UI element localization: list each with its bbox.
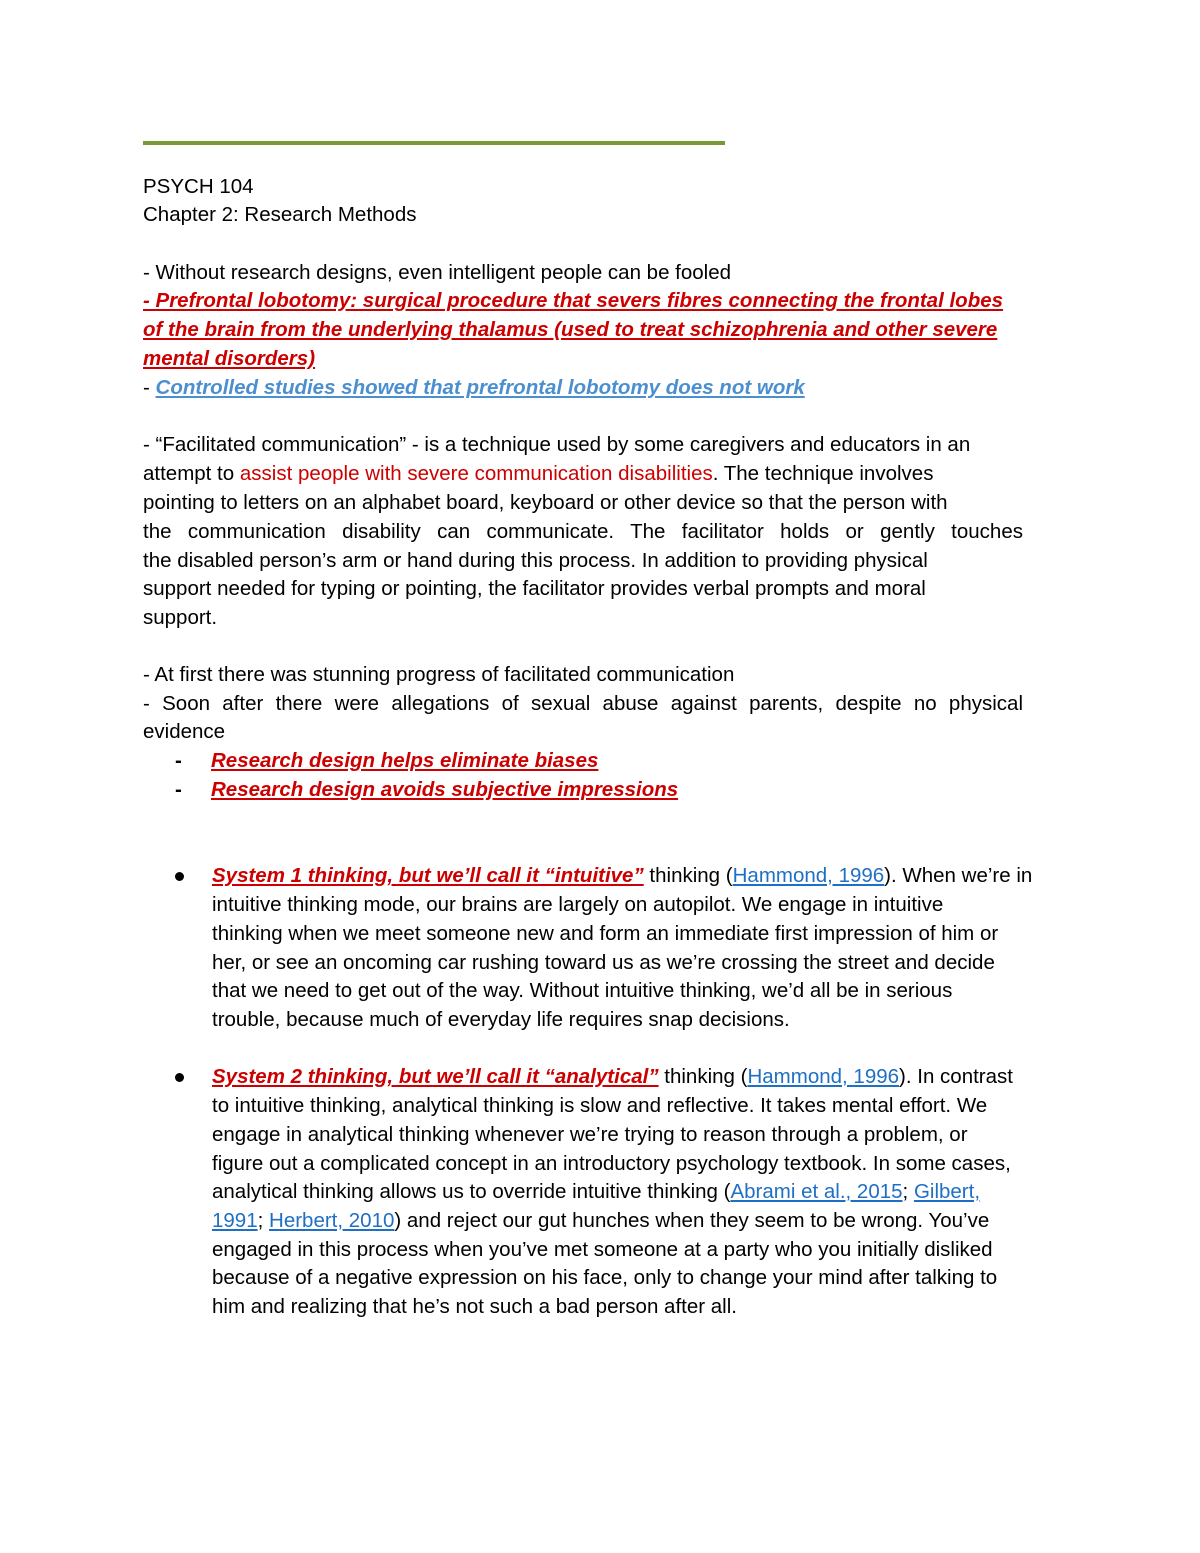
list-item: [175, 775, 678, 804]
facilitated-line-7: support.: [143, 606, 218, 629]
system2-line-9: him and realizing that he’s not such a bad person after all.: [212, 1295, 737, 1318]
system2-line-6: [212, 1206, 989, 1235]
bullet-icon: [171, 1062, 189, 1091]
facilitated-l2-red: assist people with severe communication disabilities: [239, 462, 713, 485]
bullet-icon: [171, 861, 189, 890]
citation-link-herbert[interactable]: Herbert, 2010: [269, 1209, 395, 1232]
system1-line-1: [212, 861, 1032, 890]
dash-marker: -: [175, 749, 182, 772]
system2-line-7: engaged in this process when you’ve met someone at a party who you initially disliked: [212, 1238, 993, 1261]
facilitated-line-6: support needed for typing or pointing, the facilitator provides verbal prompts and moral: [143, 577, 926, 600]
system1-line-2: intuitive thinking mode, our brains are largely on autopilot. We engage in intuitive: [212, 893, 944, 916]
controlled-dash: -: [143, 376, 156, 399]
system2-l6-post: ) and reject our gut hunches when they seem to be wrong. You’ve: [394, 1209, 990, 1232]
progress-line-3: evidence: [143, 720, 226, 743]
system1-line-3: thinking when we meet someone new and form an immediate first impression of him or: [212, 922, 999, 945]
facilitated-line-1: - “Facilitated communication” - is a technique used by some caregivers and educators in an: [143, 433, 971, 456]
citation-separator: ;: [902, 1180, 914, 1203]
list-item: [175, 746, 598, 775]
system1-l1-post: ). When we’re in: [884, 864, 1033, 887]
system2-line-5: [212, 1177, 980, 1206]
system2-line-3: engage in analytical thinking whenever we’re trying to reason through a problem, or: [212, 1123, 968, 1146]
progress-line-2: - Soon after there were allegations of sexual abuse against parents, despite no physical: [143, 692, 1023, 715]
facilitated-l2-post: . The technique involves: [712, 462, 934, 485]
facilitated-line-2: [143, 459, 933, 488]
lobotomy-line-2: of the brain from the underlying thalamus (used to treat schizophrenia and other severe: [143, 318, 998, 341]
dash-marker: -: [175, 778, 182, 801]
citation-link[interactable]: Hammond, 1996: [732, 864, 885, 887]
system1-l1-mid: thinking (: [643, 864, 733, 887]
controlled-line: [143, 373, 805, 402]
system2-l5-pre: analytical thinking allows us to override intuitive thinking (: [212, 1180, 731, 1203]
system2-l1-post: ). In contrast: [899, 1065, 1013, 1088]
facilitated-line-3: pointing to letters on an alphabet board, keyboard or other device so that the person with: [143, 491, 948, 514]
intro-line: - Without research designs, even intelligent people can be fooled: [143, 261, 732, 284]
system1-line-4: her, or see an oncoming car rushing toward us as we’re crossing the street and decide: [212, 951, 995, 974]
facilitated-line-5: the disabled person’s arm or hand during this process. In addition to providing physical: [143, 549, 928, 572]
system2-line-8: because of a negative expression on his face, only to change your mind after talking to: [212, 1266, 998, 1289]
facilitated-line-4: the communication disability can communicate. The facilitator holds or gently touches: [143, 520, 1023, 543]
citation-link-abrami[interactable]: Abrami et al., 2015: [730, 1180, 903, 1203]
progress-line-1: - At first there was stunning progress of facilitated communication: [143, 663, 735, 686]
lobotomy-line-3: mental disorders): [143, 347, 316, 370]
system1-title: System 1 thinking, but we’ll call it “intuitive”: [212, 864, 644, 887]
system1-line-6: trouble, because much of everyday life requires snap decisions.: [212, 1008, 790, 1031]
course-title: PSYCH 104: [143, 175, 254, 198]
list-item-text: Research design avoids subjective impressions: [211, 778, 679, 801]
facilitated-l2-pre: attempt to: [143, 462, 240, 485]
citation-separator: ;: [257, 1209, 270, 1232]
lobotomy-line-1: - Prefrontal lobotomy: surgical procedure that severs fibres connecting the frontal lobes: [143, 289, 1004, 312]
system2-line-4: figure out a complicated concept in an introductory psychology textbook. In some cases,: [212, 1152, 1011, 1175]
system2-l1-mid: thinking (: [658, 1065, 748, 1088]
chapter-title: Chapter 2: Research Methods: [143, 203, 417, 226]
system2-line-2: to intuitive thinking, analytical thinking is slow and reflective. It takes mental effort. We: [212, 1094, 988, 1117]
citation-link[interactable]: Hammond, 1996: [747, 1065, 900, 1088]
system2-line-1: [212, 1062, 1013, 1091]
list-item-text: Research design helps eliminate biases: [211, 749, 599, 772]
header-rule: [143, 141, 725, 145]
citation-link-gilbert-year[interactable]: 1991: [212, 1209, 258, 1232]
system1-line-5: that we need to get out of the way. Without intuitive thinking, we’d all be in serious: [212, 979, 953, 1002]
citation-link-gilbert[interactable]: Gilbert,: [913, 1180, 981, 1203]
system2-title: System 2 thinking, but we’ll call it “analytical”: [212, 1065, 659, 1088]
controlled-text: Controlled studies showed that prefrontal lobotomy does not work: [155, 376, 805, 399]
